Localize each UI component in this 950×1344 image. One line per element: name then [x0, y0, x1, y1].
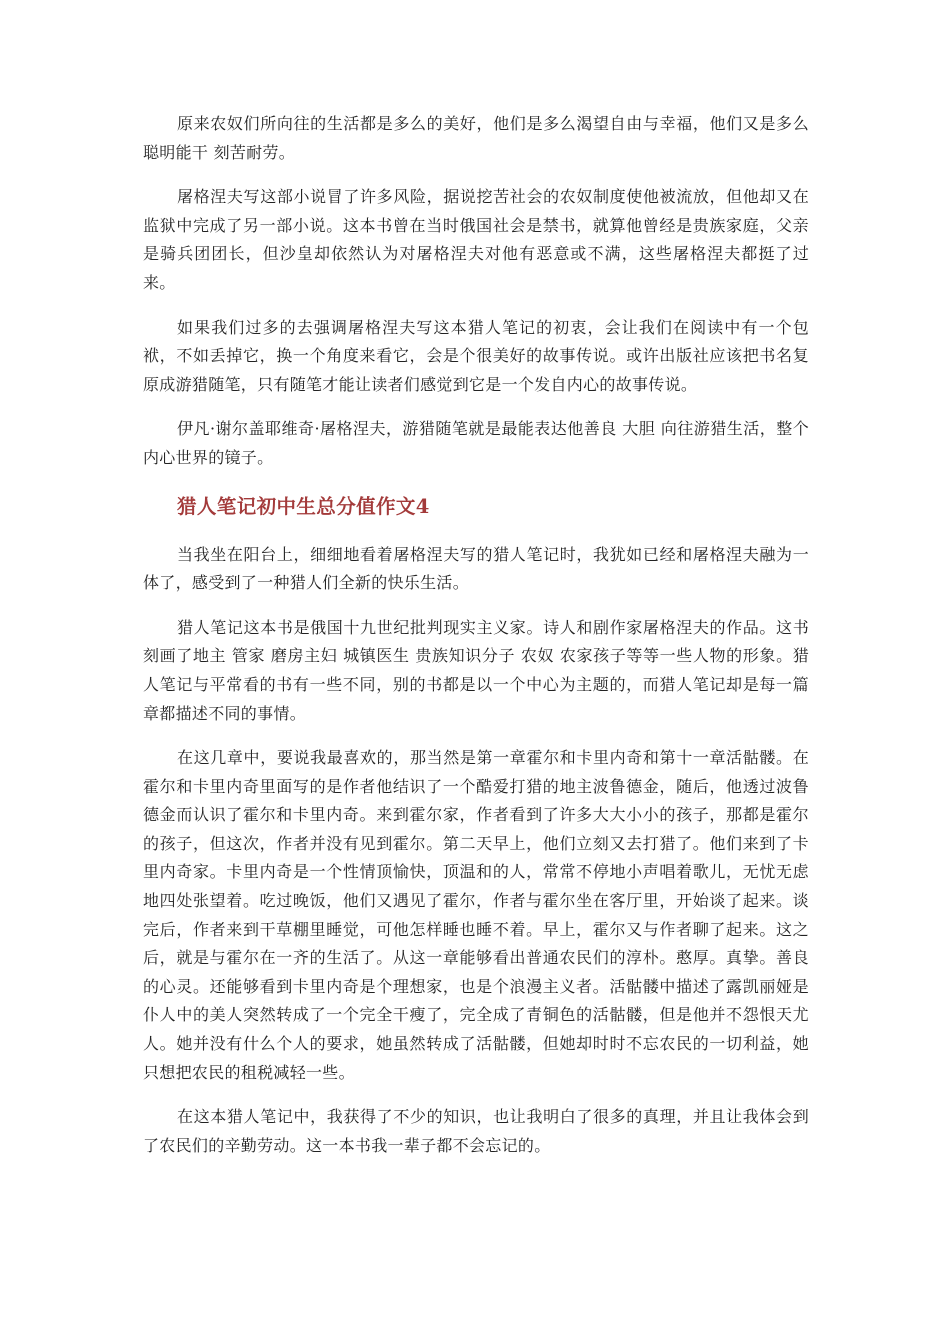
paragraph: 屠格涅夫写这部小说冒了许多风险，据说挖苦社会的农奴制度使他被流放，但他却又在监狱中完成了另一部小说。这本书曾在当时俄国社会是禁书，就算他曾经是贵族家庭，父亲是骑兵团团长，但沙皇却依然认为对屠格涅夫对他有恶意或不满，这些屠格涅夫都挺了过来。 — [143, 187, 809, 292]
section-heading: 猎人笔记初中生总分值作文4 — [177, 494, 430, 518]
paragraph: 猎人笔记这本书是俄国十九世纪批判现实主义家。诗人和剧作家屠格涅夫的作品。这书刻画了地主 管家 磨房主妇 城镇医生 贵族知识分子 农奴 农家孩子等等一些人物的形象。猎人笔记与平常看的书有一些不同，别的书都是以一个中心为主题的，而猎人笔记却是每一篇章都描述不同的事情。 — [143, 617, 809, 723]
paragraph: 当我坐在阳台上，细细地看着屠格涅夫写的猎人笔记时，我犹如已经和屠格涅夫融为一体了，感受到了一种猎人们全新的快乐生活。 — [143, 544, 809, 593]
paragraph: 在这几章中，要说我最喜欢的，那当然是第一章霍尔和卡里内奇和第十一章活骷髅。在霍尔和卡里内奇里面写的是作者他结识了一个酷爱打猎的地主波鲁德金，随后，他透过波鲁德金而认识了霍尔和卡里内奇。来到霍尔家，作者看到了许多大大小小的孩子，那都是霍尔的孩子，但这次，作者并没有见到霍尔。第二天早上，他们立刻又去打猎了。他们来到了卡里内奇家。卡里内奇是一个性情顶愉快，顶温和的人，常常不停地小声唱着歌儿，无忧无虑地四处张望着。吃过晚饭，他们又遇见了霍尔，作者与霍尔坐在客厅里，开始谈了起来。谈完后，作者来到干草棚里睡觉，可他怎样睡也睡不着。早上，霍尔又与作者聊了起来。这之后，就是与霍尔在一齐的生活了。从这一章能够看出普通农民们的淳朴。憨厚。真挚。善良的心灵。还能够看到卡里内奇是个理想家，也是个浪漫主义者。活骷髅中描述了露凯丽娅是仆人中的美人突然转成了一个完全干瘦了，完全成了青铜色的活骷髅，但是他并不怨恨天尤人。她并没有什么个人的要求，她虽然转成了活骷髅，但她却时时不忘农民的一切利益，她只想把农民的租税减轻一些。 — [143, 748, 809, 1082]
paragraph: 原来农奴们所向往的生活都是多么的美好，他们是多么渴望自由与幸福，他们又是多么聪明能干 刻苦耐劳。 — [143, 114, 809, 162]
paragraph: 伊凡·谢尔盖耶维奇·屠格涅夫，游猎随笔就是最能表达他善良 大胆 向往游猎生活，整个内心世界的镜子。 — [143, 419, 809, 467]
paragraph: 如果我们过多的去强调屠格涅夫写这本猎人笔记的初衷，会让我们在阅读中有一个包袱，不如丢掉它，换一个角度来看它，会是个很美好的故事传说。或许出版社应该把书名复原成游猎随笔，只有随笔才能让读者们感觉到它是一个发自内心的故事传说。 — [143, 317, 809, 394]
paragraph: 在这本猎人笔记中，我获得了不少的知识，也让我明白了很多的真理，并且让我体会到了农民们的辛勤劳动。这一本书我一辈子都不会忘记的。 — [143, 1107, 809, 1155]
document-page — [143, 110, 809, 1176]
